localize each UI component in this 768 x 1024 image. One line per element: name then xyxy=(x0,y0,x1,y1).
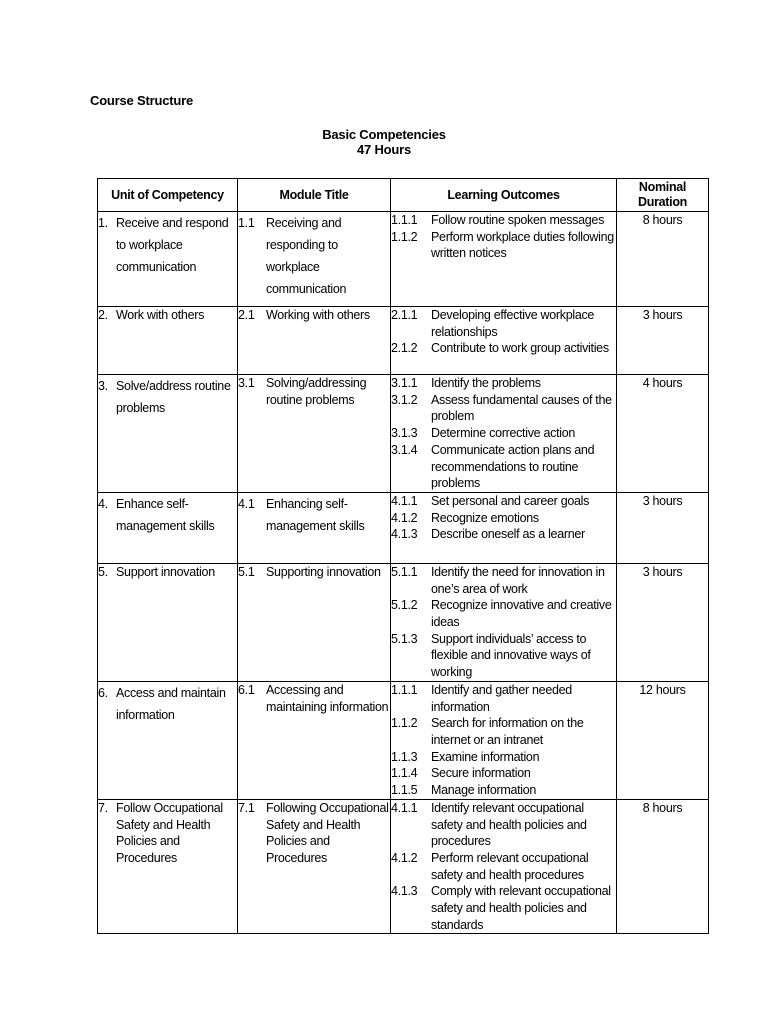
unit-cell xyxy=(98,492,238,563)
header-module: Module Title xyxy=(238,179,391,212)
unit-number: 7. xyxy=(98,800,108,815)
learning-outcome xyxy=(391,765,616,782)
module-title: Enhancing self-management skills xyxy=(266,496,365,533)
table-row xyxy=(98,799,709,934)
learning-outcome xyxy=(391,883,616,933)
outcome-text: Perform workplace duties following written notices xyxy=(431,229,614,261)
outcome-number: 4.1.2 xyxy=(391,850,418,865)
outcome-text: Identify and gather needed information xyxy=(431,682,572,714)
outcome-number: 5.1.2 xyxy=(391,598,418,613)
unit-title: Work with others xyxy=(116,308,205,322)
outcome-text: Identify relevant occupational safety and health policies and procedures xyxy=(431,800,587,849)
outcome-number: 1.1.2 xyxy=(391,716,418,731)
module-number: 2.1 xyxy=(238,308,255,322)
table-row xyxy=(98,375,709,493)
outcomes-cell xyxy=(391,492,617,563)
outcome-text: Set personal and career goals xyxy=(431,493,590,508)
outcome-text: Support individuals’ access to flexible and innovative ways of working xyxy=(431,631,591,680)
header-outcomes: Learning Outcomes xyxy=(391,179,617,212)
learning-outcome xyxy=(391,375,616,392)
learning-outcome xyxy=(391,442,616,492)
unit-cell xyxy=(98,681,238,799)
outcome-text: Describe oneself as a learner xyxy=(431,527,585,542)
module-cell xyxy=(238,799,391,934)
learning-outcome xyxy=(391,800,616,850)
outcomes-cell xyxy=(391,563,617,681)
outcome-number: 4.1.3 xyxy=(391,527,418,542)
learning-outcome xyxy=(391,682,616,715)
unit-cell xyxy=(98,563,238,681)
unit-number: 4. xyxy=(98,496,108,511)
outcome-number: 3.1.2 xyxy=(391,392,418,407)
module-number: 7.1 xyxy=(238,800,255,815)
outcome-text: Assess fundamental causes of the problem xyxy=(431,392,612,424)
duration-cell: 8 hours xyxy=(617,799,709,934)
unit-number: 5. xyxy=(98,564,108,579)
outcome-number: 5.1.3 xyxy=(391,631,418,646)
module-cell xyxy=(238,681,391,799)
outcome-text: Perform relevant occupational safety and health procedures xyxy=(431,850,589,882)
duration-cell: 3 hours xyxy=(617,563,709,681)
module-cell xyxy=(238,212,391,307)
outcome-text: Developing effective workplace relationships xyxy=(431,308,595,339)
outcome-number: 1.1.5 xyxy=(391,783,418,798)
outcome-number: 4.1.2 xyxy=(391,510,418,525)
unit-cell xyxy=(98,799,238,934)
unit-number: 2. xyxy=(98,308,108,322)
outcome-number: 4.1.3 xyxy=(391,884,418,899)
learning-outcome xyxy=(391,564,616,597)
outcome-text: Follow routine spoken messages xyxy=(431,213,605,227)
table-row xyxy=(98,212,709,307)
module-title: Supporting innovation xyxy=(266,564,381,579)
module-number: 1.1 xyxy=(238,216,255,230)
outcome-number: 3.1.3 xyxy=(391,426,418,441)
outcome-number: 1.1.1 xyxy=(391,682,418,697)
learning-outcome xyxy=(391,749,616,766)
outcome-number: 5.1.1 xyxy=(391,564,418,579)
page-heading: Course Structure xyxy=(90,93,193,108)
module-title: Accessing and maintaining information xyxy=(266,682,389,714)
module-title: Receiving and responding to workplace communication xyxy=(266,216,347,296)
outcome-number: 2.1.1 xyxy=(391,308,418,322)
header-duration-line1: Nominal xyxy=(638,180,687,194)
learning-outcome xyxy=(391,597,616,630)
module-number: 4.1 xyxy=(238,496,255,511)
header-duration-line2: Duration xyxy=(638,195,687,209)
duration-cell: 4 hours xyxy=(617,375,709,493)
outcome-text: Identify the need for innovation in one’s area of work xyxy=(431,564,605,596)
section-title: Basic Competencies xyxy=(322,127,446,142)
table-body xyxy=(98,212,709,934)
table-header-row xyxy=(98,179,709,212)
unit-number: 6. xyxy=(98,685,108,700)
unit-title: Access and maintain information xyxy=(116,685,226,722)
section-header xyxy=(0,127,768,157)
learning-outcome xyxy=(391,493,616,510)
learning-outcome xyxy=(391,510,616,527)
outcome-number: 4.1.1 xyxy=(391,493,418,508)
header-duration xyxy=(617,179,709,212)
unit-title: Enhance self-management skills xyxy=(116,496,215,533)
unit-cell xyxy=(98,307,238,375)
outcome-number: 1.1.3 xyxy=(391,749,418,764)
learning-outcome xyxy=(391,782,616,799)
module-number: 5.1 xyxy=(238,564,255,579)
outcome-text: Manage information xyxy=(431,783,537,798)
outcome-number: 3.1.4 xyxy=(391,442,418,457)
duration-cell: 8 hours xyxy=(617,212,709,307)
outcomes-cell xyxy=(391,375,617,493)
module-cell xyxy=(238,307,391,375)
table-row xyxy=(98,307,709,375)
outcome-number: 1.1.4 xyxy=(391,766,418,781)
outcome-number: 1.1.2 xyxy=(391,229,418,244)
outcomes-cell xyxy=(391,681,617,799)
duration-cell: 3 hours xyxy=(617,492,709,563)
learning-outcome xyxy=(391,526,616,543)
module-title: Working with others xyxy=(266,308,370,322)
header-unit: Unit of Competency xyxy=(98,179,238,212)
course-structure-table xyxy=(97,178,709,934)
learning-outcome xyxy=(391,425,616,442)
learning-outcome xyxy=(391,392,616,425)
outcome-text: Identify the problems xyxy=(431,376,541,390)
learning-outcome xyxy=(391,850,616,883)
unit-number: 1. xyxy=(98,216,108,230)
module-cell xyxy=(238,563,391,681)
module-cell xyxy=(238,492,391,563)
unit-number: 3. xyxy=(98,379,108,393)
unit-title: Follow Occupational Safety and Health Policies and Procedures xyxy=(116,800,223,865)
outcomes-cell xyxy=(391,799,617,934)
unit-cell xyxy=(98,212,238,307)
learning-outcome xyxy=(391,715,616,748)
module-number: 3.1 xyxy=(238,376,255,390)
unit-title: Receive and respond to workplace communication xyxy=(116,216,229,274)
module-cell xyxy=(238,375,391,493)
outcome-number: 2.1.2 xyxy=(391,341,418,356)
unit-title: Solve/address routine problems xyxy=(116,379,231,415)
table-row xyxy=(98,681,709,799)
outcome-text: Contribute to work group activities xyxy=(431,341,609,356)
outcome-text: Determine corrective action xyxy=(431,426,576,441)
module-title: Solving/addressing routine problems xyxy=(266,376,367,407)
module-number: 6.1 xyxy=(238,682,255,697)
learning-outcome xyxy=(391,307,616,340)
outcome-text: Secure information xyxy=(431,766,531,781)
outcomes-cell xyxy=(391,307,617,375)
outcomes-cell xyxy=(391,212,617,307)
outcome-text: Recognize innovative and creative ideas xyxy=(431,598,612,630)
duration-cell: 3 hours xyxy=(617,307,709,375)
duration-cell: 12 hours xyxy=(617,681,709,799)
outcome-text: Recognize emotions xyxy=(431,510,539,525)
section-hours: 47 Hours xyxy=(356,142,412,157)
outcome-number: 4.1.1 xyxy=(391,800,418,815)
outcome-number: 1.1.1 xyxy=(391,213,418,227)
learning-outcome xyxy=(391,631,616,681)
outcome-text: Examine information xyxy=(431,749,540,764)
outcome-text: Comply with relevant occupational safety and health policies and standards xyxy=(431,884,611,932)
outcome-text: Search for information on the internet or an intranet xyxy=(431,716,584,747)
unit-cell xyxy=(98,375,238,493)
outcome-number: 3.1.1 xyxy=(391,376,418,390)
learning-outcome xyxy=(391,212,616,229)
outcome-text: Communicate action plans and recommendations to routine problems xyxy=(431,442,595,491)
unit-title: Support innovation xyxy=(116,564,215,579)
learning-outcome xyxy=(391,229,616,262)
module-title: Following Occupational Safety and Health Policies and Procedures xyxy=(266,800,389,865)
table-row xyxy=(98,492,709,563)
table-row xyxy=(98,563,709,681)
learning-outcome xyxy=(391,340,616,357)
